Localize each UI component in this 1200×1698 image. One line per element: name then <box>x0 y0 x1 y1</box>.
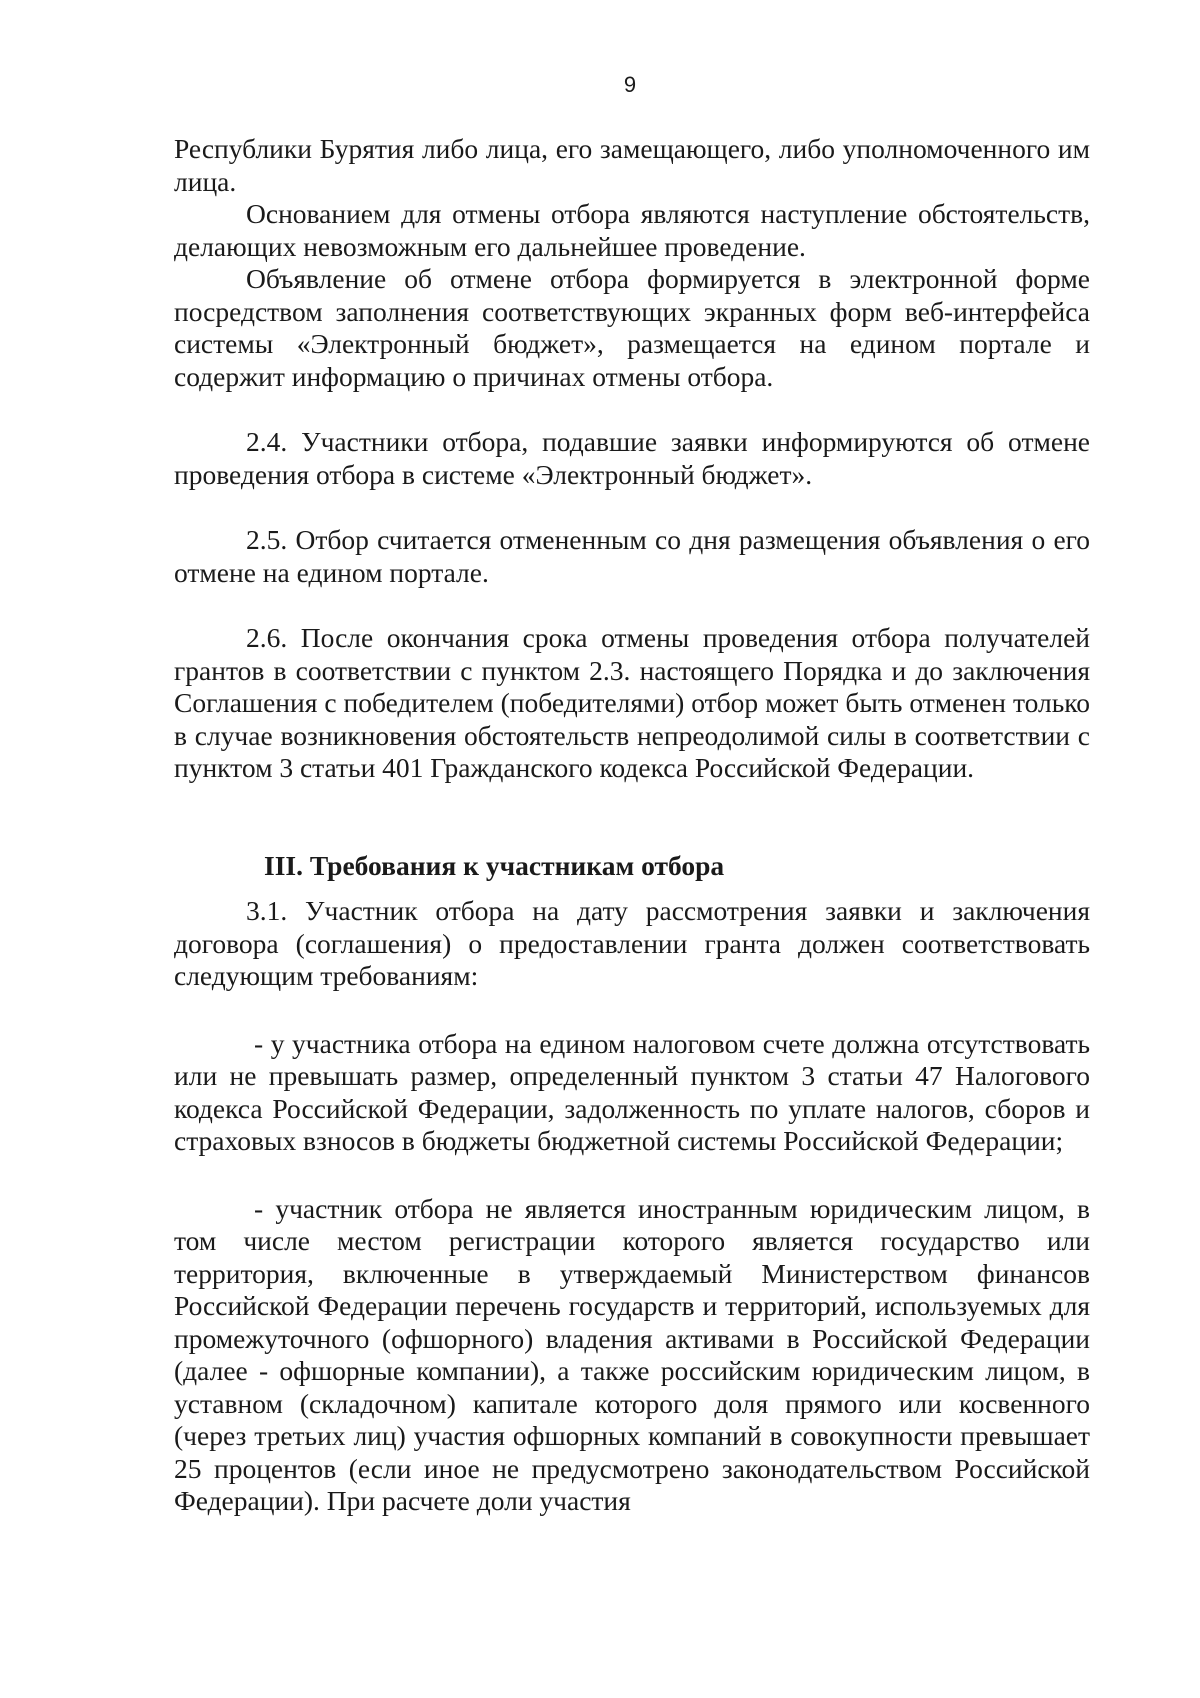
paragraph-cancellation-announcement: Объявление об отмене отбора формируется в электронной форме посредством заполнения соответствующих экранных форм веб-интерфейса системы «Электронный бюджет», размещается на едином портале и содержит информацию о причинах отмены отбора. <box>174 263 1090 392</box>
document-body <box>174 133 1090 1518</box>
paragraph-2-4: 2.4. Участники отбора, подавшие заявки информируются об отмене проведения отбора в системе «Электронный бюджет». <box>174 426 1090 490</box>
page-number: 9 <box>623 72 637 97</box>
paragraph-2-6: 2.6. После окончания срока отмены проведения отбора получателей грантов в соответствии с пунктом 2.3. настоящего Порядка и до заключения Соглашения с победителем (победителями) отбор может быть отменен только в случае возникновения обстоятельств непреодолимой силы в соответствии с пунктом 3 статьи 401 Гражданского кодекса Российской Федерации. <box>174 622 1090 783</box>
requirement-item-tax-debt: - у участника отбора на едином налоговом счете должна отсутствовать или не превышать размер, определенный пунктом 3 статьи 47 Налогового кодекса Российской Федерации, задолженность по уплате налогов, сборов и страховых взносов в бюджеты бюджетной системы Российской Федерации; <box>174 1027 1090 1156</box>
paragraph-3-1: 3.1. Участник отбора на дату рассмотрения заявки и заключения договора (соглашения) о предоставлении гранта должен соответствовать следующим требованиям: <box>174 895 1090 991</box>
paragraph-2-5: 2.5. Отбор считается отмененным со дня размещения объявления о его отмене на едином портале. <box>174 524 1090 588</box>
section-heading: III. Требования к участникам отбора <box>264 849 725 881</box>
paragraph-cancellation-basis: Основанием для отмены отбора являются наступление обстоятельств, делающих невозможным его дальнейшее проведение. <box>174 198 1090 262</box>
requirement-item-offshore: - участник отбора не является иностранным юридическим лицом, в том числе местом регистрации которого является государство или территория, включенные в утверждаемый Министерством финансов Российской Федерации перечень государств и территорий, используемых для промежуточного (офшорного) владения активами в Российской Федерации (далее - офшорные компании), а также российским юридическим лицом, в уставном (складочном) капитале которого доля прямого или косвенного (через третьих лиц) участия офшорных компаний в совокупности превышает 25 процентов (если иное не предусмотрено законодательством Российской Федерации). При расчете доли участия <box>174 1192 1090 1516</box>
paragraph-intro: Республики Бурятия либо лица, его замещающего, либо уполномоченного им лица. <box>174 133 1090 197</box>
